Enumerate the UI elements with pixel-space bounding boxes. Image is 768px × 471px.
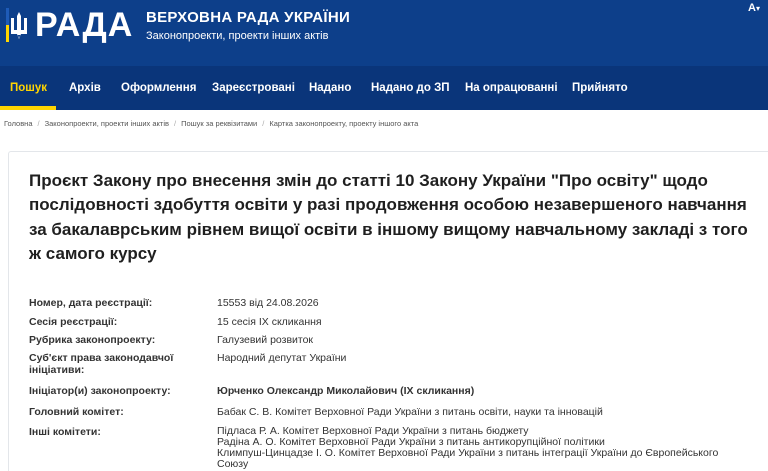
nav-item-submitted[interactable]: Надано xyxy=(309,82,352,94)
field-label-other-committees: Інші комітети: xyxy=(29,426,101,438)
site-header xyxy=(0,0,768,66)
breadcrumb-separator: / xyxy=(174,119,177,128)
logo-text: РАДА xyxy=(35,6,134,44)
field-label-main-committee: Головний комітет: xyxy=(29,406,124,418)
breadcrumb xyxy=(4,119,418,128)
field-label-subject: Суб'єкт права законодавчої ініціативи: xyxy=(29,352,174,376)
field-value-session: 15 сесія IX скликання xyxy=(217,316,322,328)
breadcrumb-separator: / xyxy=(37,119,40,128)
field-label-initiators: Ініціатор(и) законопроекту: xyxy=(29,385,171,397)
nav-item-adopted[interactable]: Прийнято xyxy=(572,82,628,94)
bill-title: Проєкт Закону про внесення змін до статті 10 Закону України "Про освіту" щодо послідовності здобуття освіти у разі продовження особою незавершеного навчання за бакалаврським рівнем вищої освіти в іншому вищому навчальному закладі з того ж самого курсу xyxy=(29,171,748,263)
field-value-initiators[interactable]: Юрченко Олександр Миколайович (IX скликання) xyxy=(217,385,475,397)
field-value-rubric: Галузевий розвиток xyxy=(217,334,314,346)
other-committee-item: Климпуш-Цинцадзе І. О. Комітет Верховної Ради України з питань інтеграції України до Європейського xyxy=(217,447,719,459)
nav-item-archive[interactable]: Архів xyxy=(69,82,101,94)
other-committees-list xyxy=(217,426,718,470)
triangle-down-icon: ▾ xyxy=(755,4,760,13)
other-committee-item: Союзу xyxy=(217,458,249,470)
field-label-session: Сесія реєстрації: xyxy=(29,316,118,328)
breadcrumb-search[interactable]: Пошук за реквізитами xyxy=(181,119,258,128)
site-subtitle: Законопроекти, проекти інших актів xyxy=(146,30,329,42)
breadcrumb-separator: / xyxy=(262,119,265,128)
nav-item-registered[interactable]: Зареєстровані xyxy=(212,82,295,94)
other-committee-item: Радіна А. О. Комітет Верховної Ради України з питань антикорупційної політики xyxy=(217,436,605,448)
nav-item-registration[interactable]: Оформлення xyxy=(121,82,197,94)
active-tab-indicator xyxy=(0,106,56,110)
site-title[interactable]: ВЕРХОВНА РАДА УКРАЇНИ xyxy=(146,9,351,26)
breadcrumb-current: Картка законопроекту, проекту іншого акта xyxy=(269,119,419,128)
breadcrumb-home[interactable]: Головна xyxy=(4,119,33,128)
font-size-label: A xyxy=(748,2,756,14)
field-value-number-date: 15553 від 24.08.2026 xyxy=(217,297,319,309)
main-nav xyxy=(0,66,768,110)
nav-item-submitted-to-zp[interactable]: Надано до ЗП xyxy=(371,82,450,94)
font-size-button[interactable] xyxy=(748,2,760,14)
other-committee-item: Підласа Р. А. Комітет Верховної Ради України з питань бюджету xyxy=(217,425,529,437)
field-value-main-committee: Бабак С. В. Комітет Верховної Ради України з питань освіти, науки та інновацій xyxy=(217,406,603,418)
breadcrumb-bills[interactable]: Законопроекти, проекти інших актів xyxy=(44,119,169,128)
nav-item-in-progress[interactable]: На опрацюванні xyxy=(465,82,558,94)
field-label-number-date: Номер, дата реєстрації: xyxy=(29,297,153,309)
field-value-subject: Народний депутат України xyxy=(217,352,347,364)
nav-item-search[interactable]: Пошук xyxy=(10,82,48,94)
trident-icon xyxy=(6,8,32,42)
field-label-rubric: Рубрика законопроекту: xyxy=(29,334,156,346)
site-logo[interactable] xyxy=(6,8,133,42)
